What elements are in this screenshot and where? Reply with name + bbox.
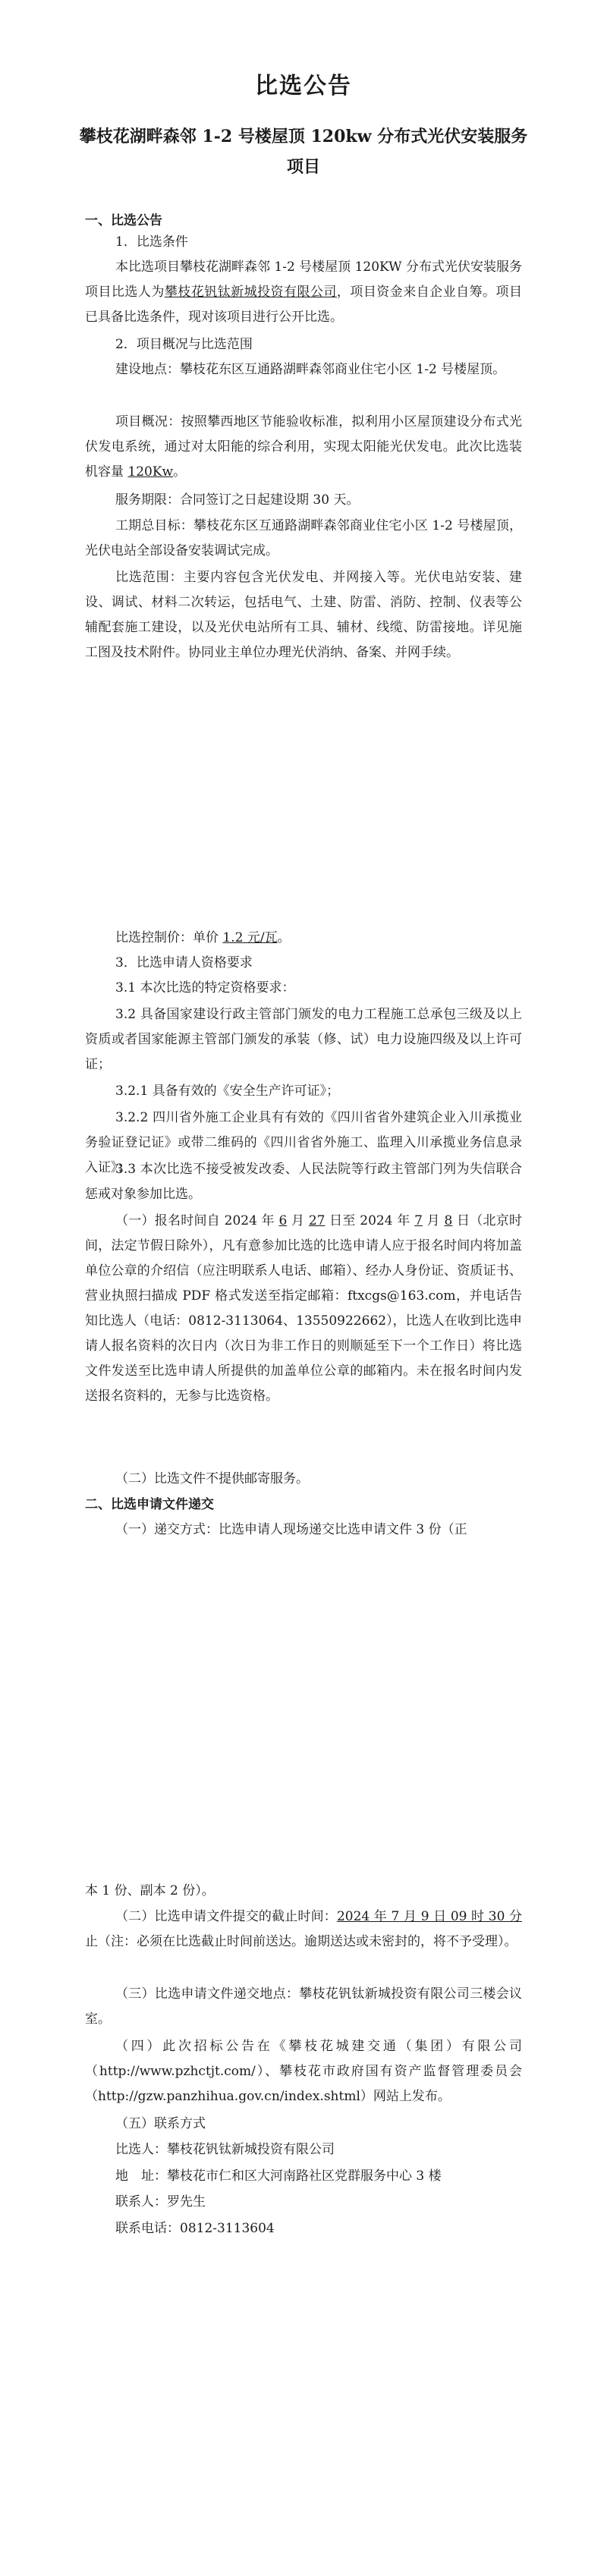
paragraph-no-mail: （二）比选文件不提供邮寄服务。 — [115, 1471, 309, 1486]
paragraph-3-1: 3.1 本次比选的特定资格要求： — [115, 980, 295, 995]
contact-phone: 联系电话：0812-3113604 — [115, 2221, 275, 2236]
paragraph-deadline: （二）比选申请文件提交的截止时间：2024 年 7 月 9 日 09 时 30 分止（注：必须在比选截止时间前送达。逾期送达或未密封的，将不予受理）。 — [85, 1909, 523, 1949]
paragraph-registration: （一）报名时间自 2024 年 6 月 27 日至 2024 年 7 月 8 日（北京时间，法定节假日除外），凡有意参加比选的比选申请人应于报名时间内将加盖单位公章的介绍信（应注明联系人电话、邮箱）、经办人身份证、资质证书、营业执照扫描成 PDF 格式发送至指定邮箱：ftxcgs@163.com，并电话告知比选人（电话：0812-3113064、13550922662），比选人在收到比选申请人报名资料的次日内（次日为非工作日的则顺延至下一个工作日）将比选文件发送至比选申请人所提供的加盖单位公章的邮箱内。未在报名时间内发送报名资料的，无参与比选资格。 — [85, 1213, 522, 1404]
contact-heading: （五）联系方式 — [115, 2116, 206, 2131]
section-1-heading: 一、比选公告 — [85, 213, 162, 228]
paragraph-place: （三）比选申请文件递交地点：攀枝花钒钛新城投资有限公司三楼会议室。 — [85, 1986, 522, 2027]
paragraph-scope: 比选范围：主要内容包含光伏发电、并网接入等。光伏电站安装、建设、调试、材料二次转运，包括电气、土建、防雷、消防、控制、仪表等公辅配套施工建设，以及光伏电站所有工具、辅材、线缆、防雷接地。详见施工图及技术附件。协同业主单位办理光伏消纳、备案、并网手续。 — [85, 570, 522, 660]
paragraph-3-2: 3.2 具备国家建设行政主管部门颁发的电力工程施工总承包三级及以上资质或者国家能源主管部门颁发的承装（修、试）电力设施四级及以上许可证； — [85, 1007, 522, 1072]
contact-address: 地 址：攀枝花市仁和区大河南路社区党群服务中心 3 楼 — [115, 2169, 442, 2184]
paragraph-3-2-1: 3.2.1 具备有效的《安全生产许可证》； — [115, 1084, 340, 1099]
paragraph-site: 建设地点：攀枝花东区互通路湖畔森邻商业住宅小区 1-2 号楼屋顶。 — [115, 362, 506, 377]
page-title: 比选公告 — [255, 73, 352, 99]
paragraph-period: 服务期限：合同签订之日起建设期 30 天。 — [115, 492, 360, 508]
deadline-time: 2024 年 7 月 9 日 09 时 30 分 — [336, 1909, 523, 1924]
project-subtitle: 攀枝花湖畔森邻 1-2 号楼屋顶 120kw 分布式光伏安装服务项目 — [79, 127, 528, 177]
paragraph-submit-copies: 本 1 份、副本 2 份）。 — [85, 1883, 215, 1898]
subsection-conditions: 1．比选条件 — [115, 234, 188, 250]
contact-person: 联系人：罗先生 — [115, 2194, 206, 2210]
paragraph-overview: 项目概况：按照攀西地区节能验收标准，拟利用小区屋顶建设分布式光伏发电系统，通过对太阳能的综合利用，实现太阳能光伏发电。此次比选装机容量 120Kw。 — [85, 414, 522, 480]
paragraph-publish: （四）此次招标公告在《攀枝花城建交通（集团）有限公司（http://www.pzhctjt.com/）、攀枝花市政府国有资产监督管理委员会（http://gzw.panzhihua.gov.cn/index.shtml）网站上发布。 — [85, 2039, 522, 2104]
paragraph-3-2-2: 3.2.2 四川省外施工企业具有有效的《四川省省外建筑企业入川承揽业务验证登记证》或带二维码的《四川省省外施工、监理入川承揽业务信息录入证》； — [85, 1110, 522, 1175]
section-2-heading: 二、比选申请文件递交 — [85, 1497, 214, 1512]
paragraph-submit-method: （一）递交方式：比选申请人现场递交比选申请文件 3 份（正 — [115, 1522, 467, 1537]
bidder-name: 攀枝花钒钛新城投资有限公司 — [164, 285, 337, 300]
subsection-qualification: 3．比选申请人资格要求 — [115, 955, 253, 970]
paragraph-3-3: 3.3 本次比选不接受被发改委、人民法院等行政主管部门列为失信联合惩戒对象参加比选。 — [85, 1162, 522, 1202]
contact-org: 比选人：攀枝花钒钛新城投资有限公司 — [115, 2142, 335, 2157]
unit-price: 1.2 元/瓦 — [222, 930, 278, 945]
capacity-value: 120Kw — [127, 464, 174, 480]
paragraph-conditions: 本比选项目攀枝花湖畔森邻 1-2 号楼屋顶 120KW 分布式光伏安装服务项目比选人为攀枝花钒钛新城投资有限公司，项目资金来自企业自筹。项目已具备比选条件，现对该项目进行公开比选。 — [85, 259, 523, 325]
subsection-overview: 2．项目概况与比选范围 — [115, 337, 253, 352]
paragraph-price: 比选控制价：单价 1.2 元/瓦。 — [115, 930, 291, 945]
paragraph-goal: 工期总目标：攀枝花东区互通路湖畔森邻商业住宅小区 1-2 号楼屋顶，光伏电站全部设备安装调试完成。 — [85, 518, 522, 558]
